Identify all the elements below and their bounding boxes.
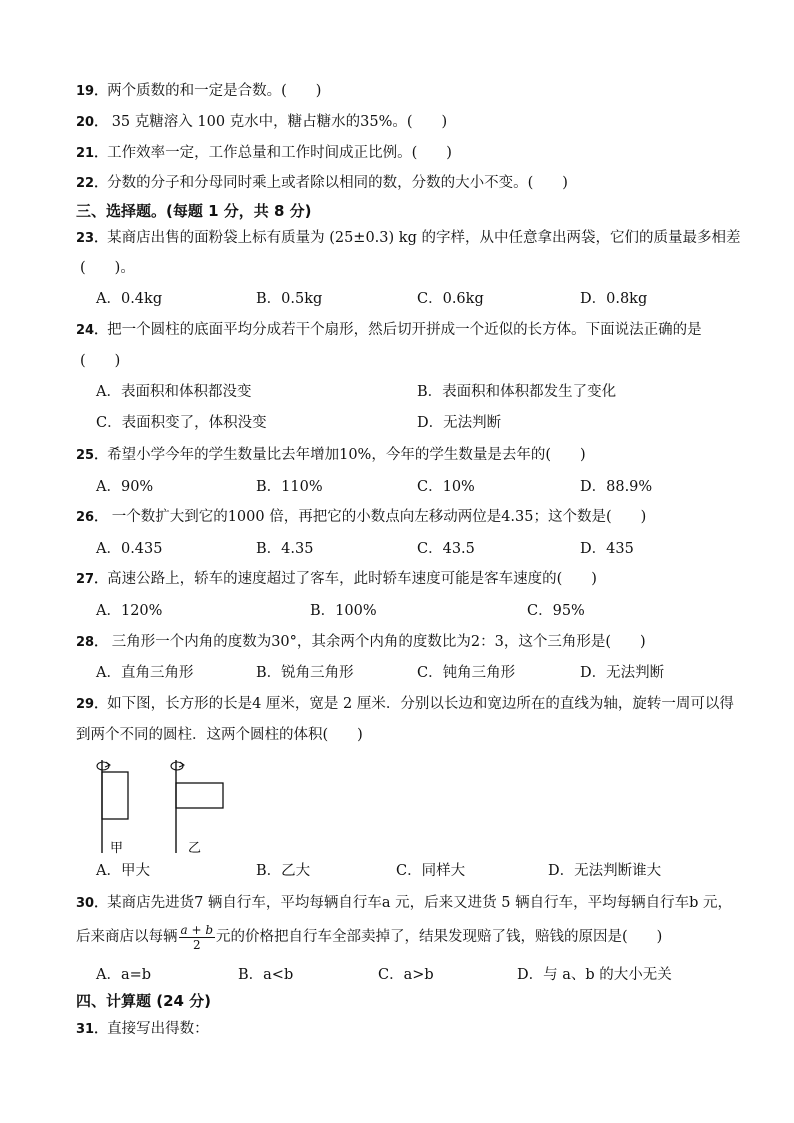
figure-label-yi: 乙: [188, 841, 202, 856]
figure-jia: [97, 760, 128, 856]
option-d[interactable]: D．435: [580, 541, 634, 557]
option-c[interactable]: C．95%: [527, 603, 585, 619]
question-19: [76, 81, 321, 102]
option-a[interactable]: A．0.435: [96, 541, 163, 557]
question-number: 23．: [76, 231, 108, 246]
option-c[interactable]: C．钝角三角形: [417, 665, 516, 681]
question-text: 希望小学今年的学生数量比去年增加10%，今年的学生数量是去年的( ): [107, 447, 586, 463]
option-a[interactable]: A．120%: [96, 603, 163, 619]
question-29-cont: 到两个不同的圆柱．这两个圆柱的体积( ): [76, 727, 363, 743]
question-number: 19．: [76, 84, 108, 99]
option-b[interactable]: B．0.5kg: [256, 291, 323, 307]
question-number: 22．: [76, 176, 108, 191]
option-a[interactable]: A．a=b: [96, 967, 152, 983]
option-d[interactable]: D．无法判断: [580, 665, 665, 681]
fraction: [179, 923, 216, 952]
question-23: [76, 228, 740, 249]
option-d[interactable]: D．88.9%: [580, 479, 653, 495]
option-b[interactable]: B．a<b: [238, 967, 294, 983]
rectangle-jia: [102, 772, 128, 819]
question-30-cont: [76, 921, 662, 953]
option-c[interactable]: C．10%: [417, 479, 475, 495]
question-text: 某商店出售的面粉袋上标有质量为 (25±0.3) kg 的字样，从中任意拿出两袋，它们的质量最多相差: [107, 230, 741, 246]
question-number: 29．: [76, 697, 108, 712]
question-28: [76, 632, 646, 653]
question-24-cont: ( ): [80, 353, 121, 369]
question-number: 26．: [76, 510, 108, 525]
question-number: 30．: [76, 896, 108, 911]
option-b[interactable]: B．锐角三角形: [256, 665, 354, 681]
question-number: 28．: [76, 635, 108, 650]
option-d[interactable]: D．0.8kg: [580, 291, 648, 307]
question-31: [76, 1019, 209, 1040]
question-23-cont: ( )。: [80, 260, 135, 276]
section-heading-choice: 三、选择题。(每题 1 分，共 8 分): [76, 202, 312, 220]
question-text: 工作效率一定，工作总量和工作时间成正比例。( ): [107, 145, 452, 161]
question-text: 三角形一个内角的度数为30°，其余两个内角的度数比为2：3，这个三角形是( ): [107, 634, 646, 650]
fraction-denominator: 2: [192, 937, 201, 952]
question-21: [76, 143, 452, 164]
option-a[interactable]: A．0.4kg: [96, 291, 163, 307]
question-text: 直接写出得数：: [107, 1021, 209, 1037]
section-heading-calc: 四、计算题 (24 分): [76, 992, 212, 1010]
option-c[interactable]: C．同样大: [396, 863, 466, 879]
option-d[interactable]: D．无法判断: [417, 415, 502, 431]
question-text: 把一个圆柱的底面平均分成若干个扇形，然后切开拼成一个近似的长方体。下面说法正确的是: [107, 322, 702, 338]
question-29: [76, 694, 734, 715]
question-27: [76, 569, 597, 590]
rectangle-yi: [176, 783, 223, 808]
option-a[interactable]: A．90%: [96, 479, 154, 495]
question-text: 两个质数的和一定是合数。( ): [107, 83, 322, 99]
option-c[interactable]: C．表面积变了，体积没变: [96, 415, 267, 431]
question-text: 高速公路上，轿车的速度超过了客车，此时轿车速度可能是客车速度的( ): [107, 571, 597, 587]
option-b[interactable]: B．乙大: [256, 863, 311, 879]
question-text: 35 克糖溶入 100 克水中，糖占糖水的35%。( ): [107, 114, 448, 130]
question-number: 25．: [76, 448, 108, 463]
option-d[interactable]: D．与 a、b 的大小无关: [517, 967, 672, 983]
figure-yi: [171, 760, 223, 856]
option-c[interactable]: C．a>b: [378, 967, 434, 983]
question-25: [76, 445, 586, 466]
question-text: 一个数扩大到它的1000 倍，再把它的小数点向左移动两位是4.35；这个数是( ): [107, 509, 647, 525]
question-24: [76, 320, 702, 341]
question-text-pre: 后来商店以每辆: [76, 929, 178, 945]
question-number: 24．: [76, 323, 108, 338]
question-number: 31．: [76, 1022, 108, 1037]
question-number: 20．: [76, 115, 108, 130]
question-number: 21．: [76, 146, 108, 161]
option-b[interactable]: B．110%: [256, 479, 323, 495]
option-b[interactable]: B．4.35: [256, 541, 314, 557]
question-20: [76, 112, 447, 133]
option-b[interactable]: B．表面积和体积都发生了变化: [417, 384, 617, 400]
option-c[interactable]: C．0.6kg: [417, 291, 484, 307]
question-text: 如下图，长方形的长是4 厘米，宽是 2 厘米．分别以长边和宽边所在的直线为轴，旋转一周可以得: [107, 696, 734, 712]
option-a[interactable]: A．直角三角形: [96, 665, 194, 681]
question-26: [76, 507, 646, 528]
figure-label-jia: 甲: [110, 841, 124, 856]
option-a[interactable]: A．表面积和体积都没变: [96, 384, 252, 400]
option-b[interactable]: B．100%: [310, 603, 377, 619]
question-30: [76, 893, 732, 914]
option-c[interactable]: C．43.5: [417, 541, 475, 557]
fraction-numerator: a + b: [180, 922, 214, 937]
question-text-post: 元的价格把自行车全部卖掉了，结果发现赔了钱，赔钱的原因是( ): [216, 929, 663, 945]
question-text: 某商店先进货7 辆自行车，平均每辆自行车a 元，后来又进货 5 辆自行车，平均每辆自行车b 元，: [107, 895, 733, 911]
question-text: 分数的分子和分母同时乘上或者除以相同的数，分数的大小不变。( ): [107, 175, 568, 191]
question-22: [76, 173, 568, 194]
question-number: 27．: [76, 572, 108, 587]
option-a[interactable]: A．甲大: [96, 863, 150, 879]
rotation-figure: [86, 756, 236, 858]
option-d[interactable]: D．无法判断谁大: [548, 863, 662, 879]
